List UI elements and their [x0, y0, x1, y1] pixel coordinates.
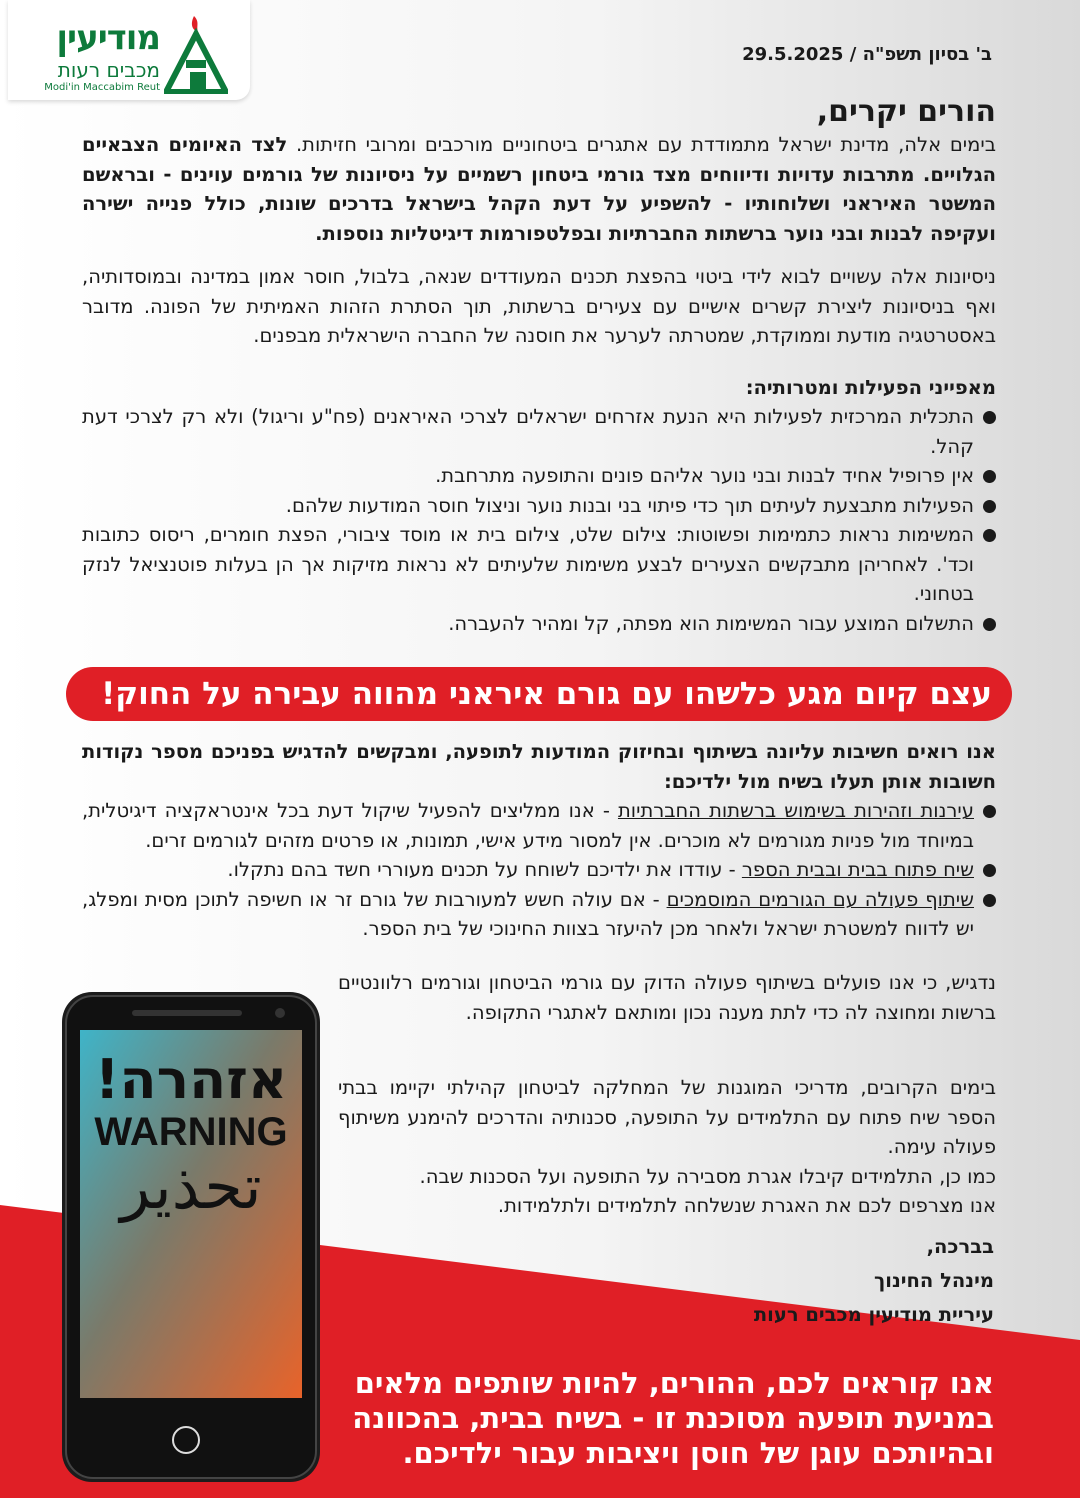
intro-bold: לצד האיומים הצבאיים הגלויים. מתרבות עדויות ודיווחים מצד גורמי ביטחון רשמיים על ניסיונות של גורמים עוינים - ובראשם המשטר האיראני ושלוחותיו - להשפיע על דעת הקהל בישראל בדרכים שונות, כולל פנייה ישירה ועקיפה לבנות ובני נוער ברשתות החברתיות ובפלטפורמות דיגיטליות נוספות. [82, 133, 996, 245]
list-item: שיח פתוח בבית ובבית הספר - עודדו את ילדיכם לשוחח על תכנים מעוררי חשד בהם נתקלו. [82, 855, 996, 885]
list-item: אין פרופיל אחיד לבנות ובני נוער אליהם פונים והתופעה מתרחבת. [82, 461, 996, 491]
list-item: עירנות וזהירות בשימוש ברשתות החברתיות - אנו ממליצים להפעיל שיקול דעת בכל אינטראקציה דיגיטלית, במיוחד מול פניות מגורמים לא מוכרים. אין למסור מידע אישי, תמונות, או פרטים מזהים לגורמים זרים. [82, 796, 996, 855]
awareness-list [82, 796, 996, 944]
document-date: ב' בסיון תשפ"ה / 29.5.2025 [742, 44, 992, 65]
letter-body-top [82, 94, 996, 638]
signature-department: מינהל החינוך [874, 1269, 994, 1292]
phone-hebrew-warning: אזהרה! [94, 1048, 288, 1111]
logo-subtitle: מכבים רעות [57, 58, 160, 82]
list-item: הפעילות מתבצעת לעיתים תוך כדי פיתוי בני ובנות נוער וניצול חוסר המודעות שלהם. [82, 491, 996, 521]
signature-closing: בברכה, [926, 1235, 994, 1258]
list-item: שיתוף פעולה עם הגורמים המוסמכים - אם עולה חשש למעורבות של גורם זר או חשיפה לתוכן מסית ומפלג, יש לדווח למשטרת ישראל ולאחר מכן להיעזר בצוות החינוכי של בית הספר. [82, 885, 996, 944]
intro-paragraph [82, 130, 996, 248]
list-item: המשימות נראות כתמימות ופשוטות: צילום שלט, צילום בית או מוסד ציבורי, הפצת חומרים, ריסוס כתובות וכד'. לאחריהן מתבקשים הצעירים לבצע משימות שלעיתים לא נראות מזיקות אך הן בעלות פוטנציאל לנזק בטחוני. [82, 520, 996, 609]
phone-english-warning: WARNING [94, 1110, 288, 1154]
logo-emblem-icon [164, 14, 228, 94]
greeting: הורים יקרים, [816, 94, 996, 129]
awareness-lead: אנו רואים חשיבות עליונה בשיתוף ובחיזוק המודעות לתופעה, ומבקשים להדגיש בפניכם מספר נקודות חשובות אותן תעלו בשיח מול ילדיכם: [82, 740, 996, 793]
logo-title: מודיעין [56, 18, 160, 58]
signature-city: עיריית מודיעין מכבים רעות [753, 1303, 994, 1326]
emphasis-paragraph: נדגיש, כי אנו פועלים בשיתוף פעולה הדוק עם גורמי הביטחון וגורמים רלוונטיים ברשות ומחוצה לה כדי לתת מענה נכון ומותאם לאתגרי התקופה. [338, 971, 996, 1024]
features-heading: מאפייני הפעילות ומטרותיה: [745, 375, 996, 399]
phone-arabic-warning: تحذير [120, 1150, 262, 1223]
intro-plain: בימים אלה, מדינת ישראל מתמודדת עם אתגרים ביטחוניים מורכבים ומרובי חזיתות. [287, 133, 996, 156]
list-item: התשלום המוצע עבור המשימות הוא מפתה, קל ומהיר להעברה. [82, 609, 996, 639]
law-warning-banner: עצם קיום מגע כלשהו עם גורם איראני מהווה עבירה על החוק! [66, 667, 1012, 721]
signature-block [754, 1230, 994, 1332]
list-item: התכלית המרכזית לפעילות היא הנעת אזרחים ישראלים לצרכי האיראנים (פח"ע וריגול) ולא רק לצרכי דעת קהל. [82, 402, 996, 461]
features-list [82, 402, 996, 638]
logo-english: Modi'in Maccabim Reut [44, 82, 160, 93]
letter-body-middle [82, 737, 996, 944]
city-logo [8, 0, 250, 100]
second-paragraph: ניסיונות אלה עשויים לבוא לידי ביטוי בהפצת תכנים המעודדים שנאה, בלבול, חוסר אמון במדינה ובמוסדותיה, ואף בניסיונות ליצירת קשרים אישיים עם צעירים ברשתות, תוך הסתרת הזהות האמיתית של הפונה. מדובר באסטרטגיה מודעת וממוקדת, שמטרתה לערער את חוסנה של החברה הישראלית מבפנים. [82, 265, 996, 347]
upcoming-paragraph: בימים הקרובים, מדריכי המוגנות של המחלקה לביטחון קהילתי יקיימו בבתי הספר שיח פתוח עם התלמידים על התופעה, סכנותיה והדרכים להימנע משיתוף פעולה עימה. כמו כן, התלמידים קיבלו אגרת מסבירה על התופעה ועל הסכנות שבה. אנו מצרפים לכם את האגרת שנשלחה לתלמידים ולתלמידות. [338, 1076, 996, 1217]
call-to-action: אנו קוראים לכם, ההורים, להיות שותפים מלאים במניעת תופעה מסוכנת זו - בשיח בבית, בהכוונה ובהיותכם עוגן של חוסן ויציבות עבור ילדיכם. [352, 1366, 994, 1470]
